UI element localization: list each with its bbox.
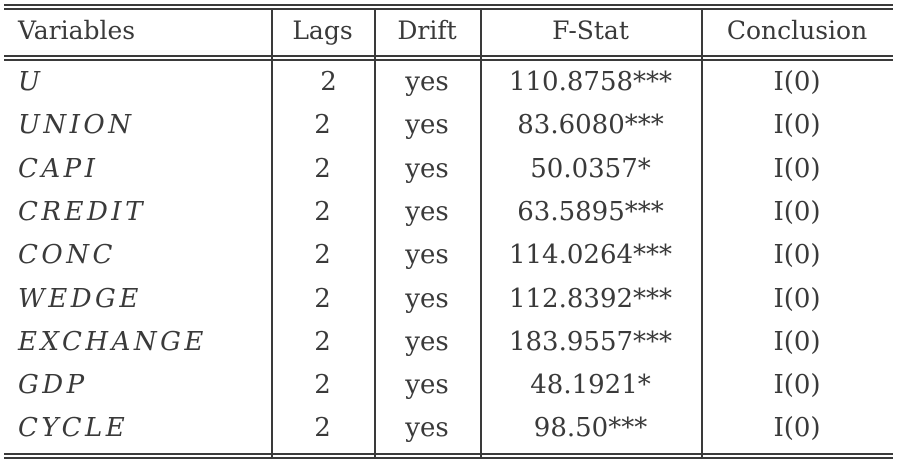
drift-cell: yes	[405, 197, 449, 227]
header-bottom-rule-inner	[4, 59, 893, 61]
drift-cell: yes	[405, 327, 449, 357]
header-fstat: F-Stat	[552, 16, 629, 45]
lags-cell: 2	[320, 67, 337, 97]
drift-cell: yes	[405, 154, 449, 184]
lags-cell: 2	[314, 110, 331, 140]
variable-cell: CAPI	[18, 154, 99, 184]
conclusion-cell: I(0)	[773, 284, 821, 314]
lags-cell: 2	[314, 327, 331, 357]
fstat-cell: 48.1921*	[530, 370, 651, 400]
conclusion-cell: I(0)	[773, 413, 821, 443]
drift-cell: yes	[405, 240, 449, 270]
conclusion-cell: I(0)	[773, 67, 821, 97]
fstat-cell: 63.5895***	[517, 197, 664, 227]
lags-cell: 2	[314, 154, 331, 184]
drift-cell: yes	[405, 413, 449, 443]
conclusion-cell: I(0)	[773, 110, 821, 140]
fstat-cell: 83.6080***	[517, 110, 664, 140]
fstat-cell: 112.8392***	[508, 284, 673, 314]
fstat-cell: 114.0264***	[508, 240, 673, 270]
variable-cell: EXCHANGE	[18, 327, 207, 357]
drift-cell: yes	[405, 67, 449, 97]
header-drift: Drift	[397, 16, 457, 45]
fstat-cell: 110.8758***	[508, 67, 673, 97]
fstat-cell: 50.0357*	[530, 154, 651, 184]
bottom-rule	[4, 453, 893, 455]
variable-cell: WEDGE	[18, 284, 142, 314]
drift-cell: yes	[405, 284, 449, 314]
top-rule-inner	[4, 8, 893, 10]
header-conclusion: Conclusion	[726, 16, 868, 45]
fstat-cell: 98.50***	[533, 413, 648, 443]
variable-cell: CONC	[18, 240, 116, 270]
drift-cell: yes	[405, 110, 449, 140]
variable-cell: U	[18, 67, 44, 97]
top-rule	[4, 4, 893, 6]
lags-cell: 2	[314, 284, 331, 314]
results-table	[4, 4, 893, 459]
conclusion-cell: I(0)	[773, 197, 821, 227]
conclusion-cell: I(0)	[773, 154, 821, 184]
header-lags: Lags	[292, 16, 353, 45]
lags-cell: 2	[314, 370, 331, 400]
variable-cell: UNION	[18, 110, 135, 140]
header-bottom-rule	[4, 55, 893, 57]
fstat-cell: 183.9557***	[508, 327, 673, 357]
conclusion-cell: I(0)	[773, 327, 821, 357]
variable-cell: CREDIT	[18, 197, 146, 227]
lags-cell: 2	[314, 197, 331, 227]
conclusion-cell: I(0)	[773, 370, 821, 400]
conclusion-cell: I(0)	[773, 240, 821, 270]
drift-cell: yes	[405, 370, 449, 400]
variable-cell: GDP	[18, 370, 88, 400]
lags-cell: 2	[314, 413, 331, 443]
header-variables: Variables	[18, 16, 136, 45]
lags-cell: 2	[314, 240, 331, 270]
variable-cell: CYCLE	[18, 413, 129, 443]
